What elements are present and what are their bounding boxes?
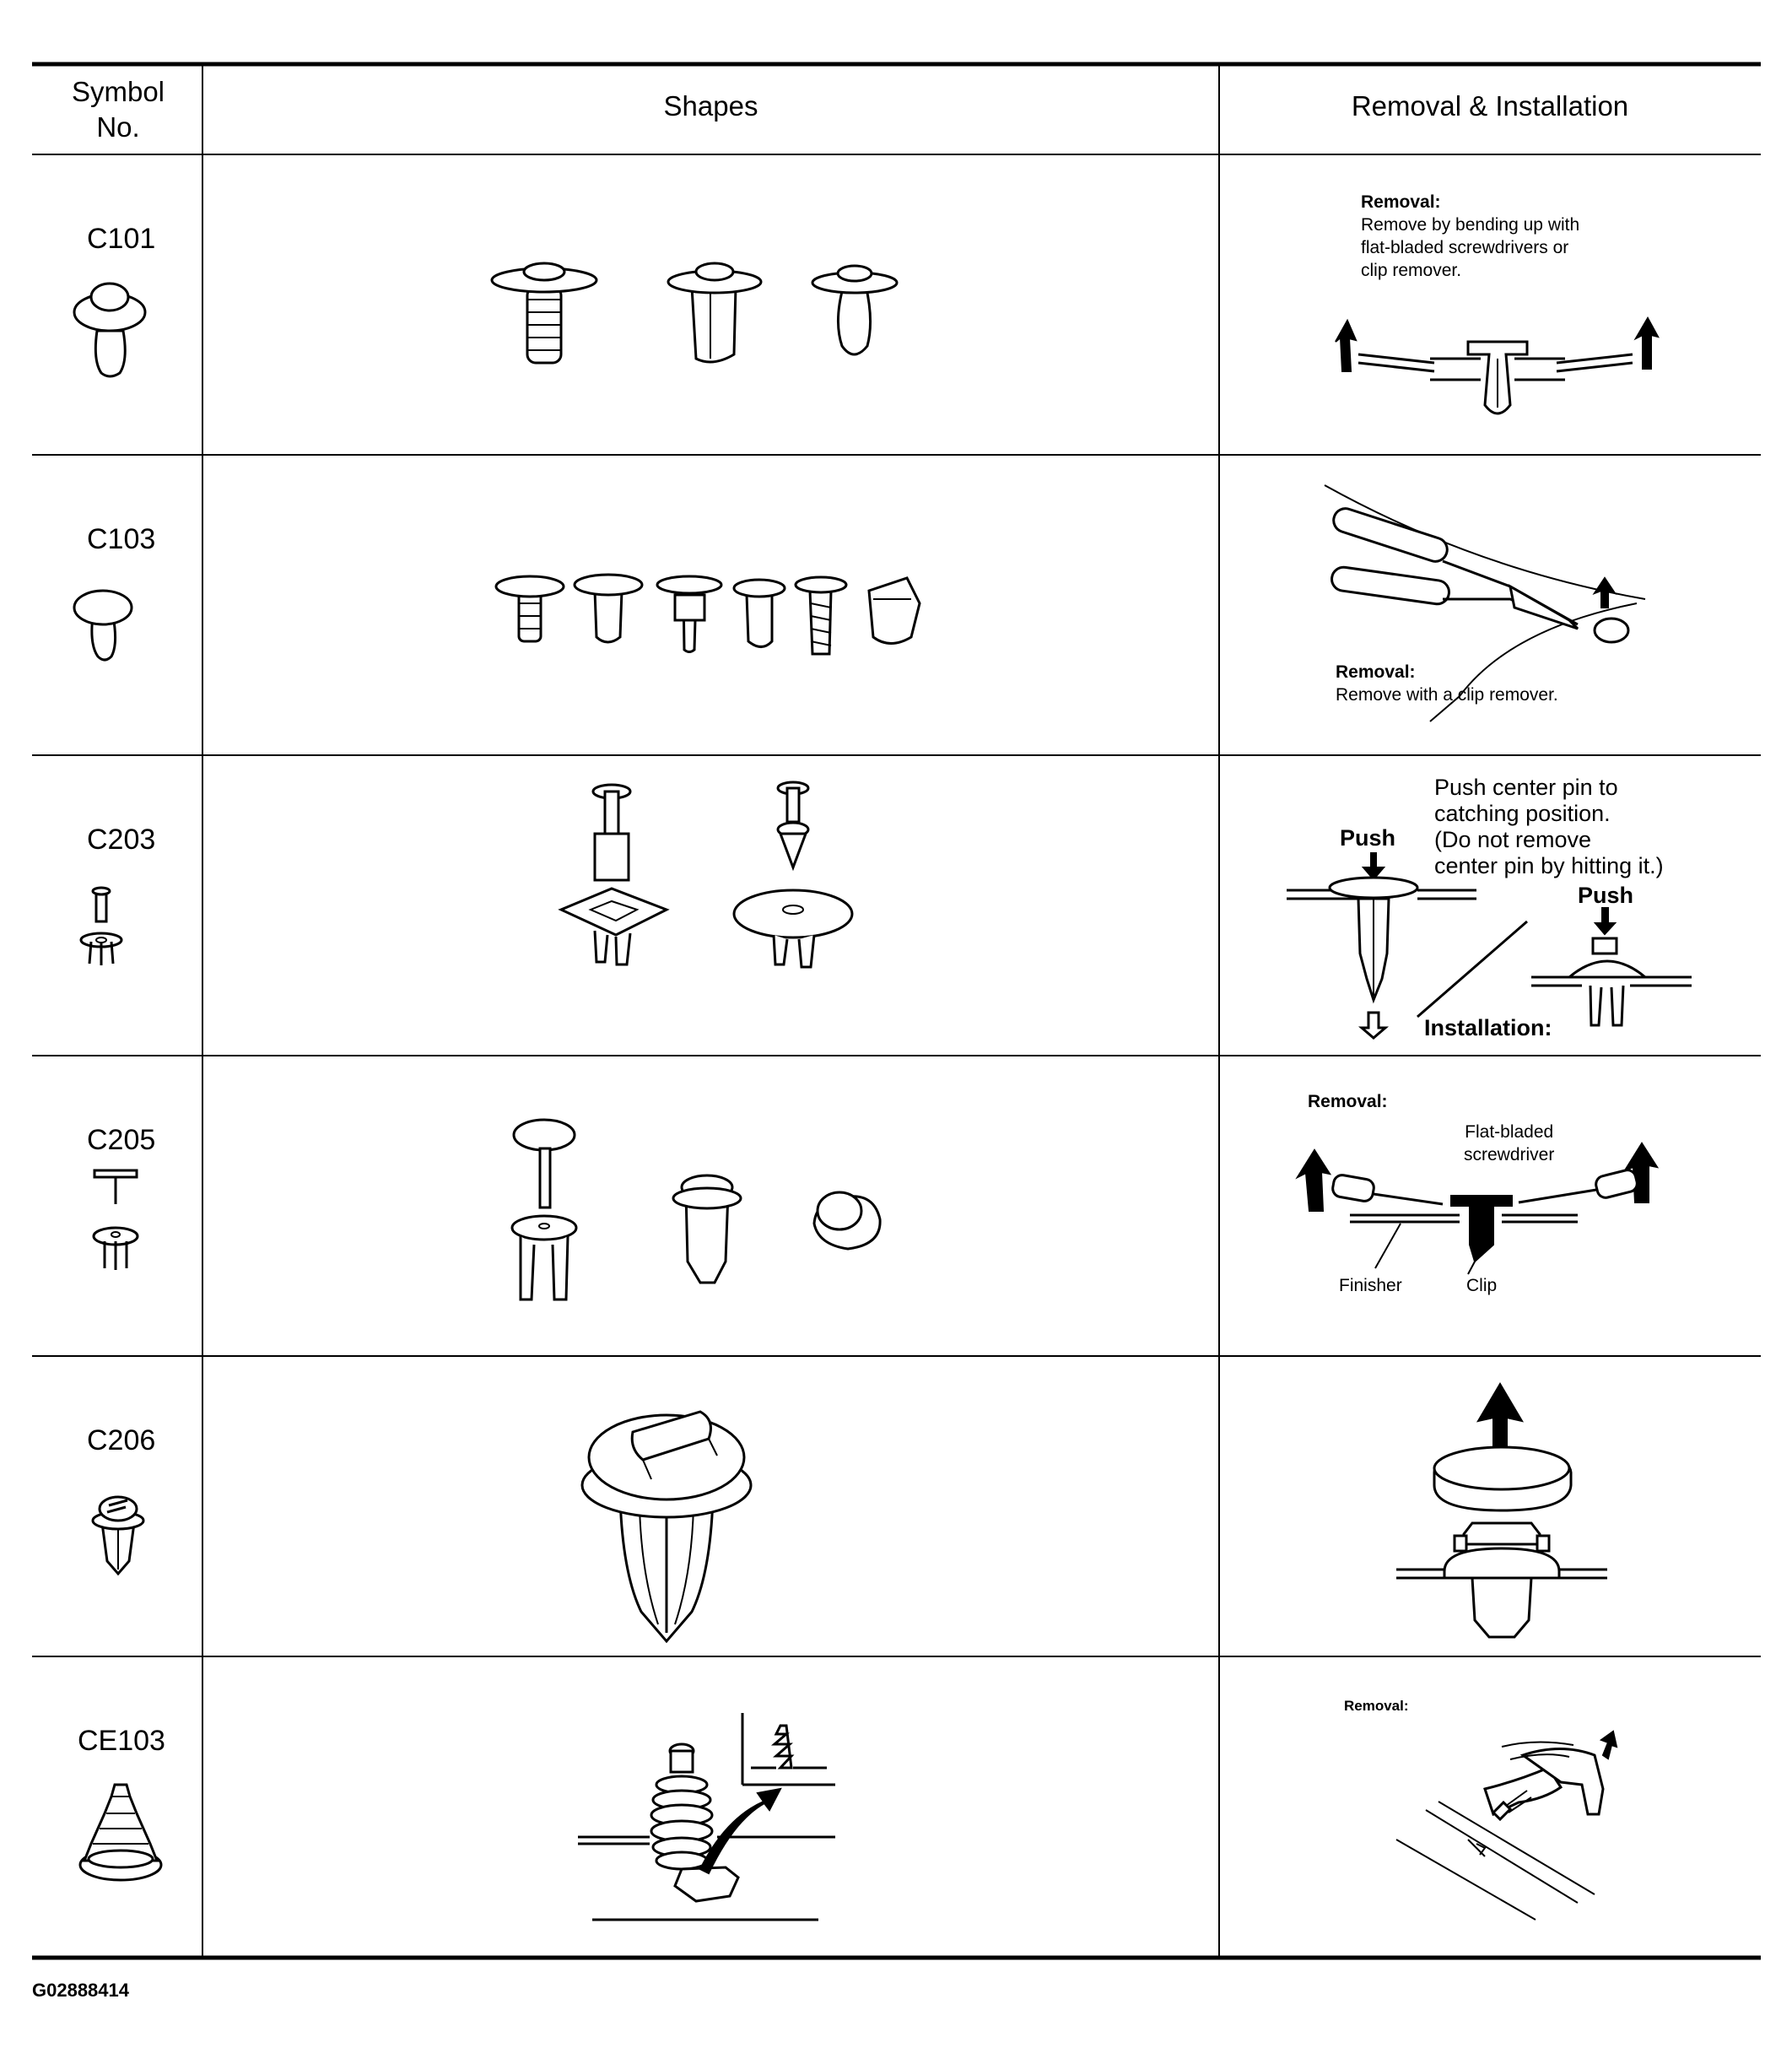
c101-symbol-icon	[67, 272, 152, 381]
ce103-removal-diagram	[1392, 1721, 1645, 1924]
c203-push-label-2: Push	[1578, 883, 1634, 908]
code-c205: C205	[87, 1124, 156, 1156]
ce103-shapes-figure	[574, 1709, 844, 1928]
figure-id: G02888414	[32, 1980, 129, 2001]
c205-removal-diagram	[1291, 1135, 1687, 1287]
code-c103: C103	[87, 523, 156, 555]
code-c203: C203	[87, 824, 156, 856]
code-c101: C101	[87, 223, 156, 255]
code-ce103: CE103	[78, 1725, 165, 1757]
c103-removal-note: Removal: Remove with a clip remover.	[1336, 662, 1558, 705]
c205-tool-label: Flat-bladed screwdriver	[1464, 1122, 1555, 1164]
c203-push-label-1: Push	[1340, 825, 1396, 851]
ce103-removal-title: Removal:	[1344, 1698, 1409, 1714]
c103-symbol-icon	[69, 584, 137, 668]
c205-shapes-figure	[502, 1118, 899, 1304]
c206-symbol-icon	[89, 1485, 148, 1578]
c205-clip-label: Clip	[1466, 1276, 1498, 1295]
c206-removal-diagram	[1384, 1375, 1620, 1645]
header-shapes: Shapes	[663, 90, 758, 122]
c203-installation-label: Installation:	[1424, 1015, 1552, 1040]
c203-symbol-icon	[76, 886, 127, 970]
code-c206: C206	[87, 1424, 156, 1456]
c205-removal-title: Removal:	[1308, 1092, 1388, 1111]
c103-shapes-figure	[494, 570, 932, 662]
c203-install-note: Push center pin to catching position. (Do not remove center pin by hitting it.)	[1434, 775, 1664, 878]
c101-shapes-figure	[489, 253, 928, 371]
c101-removal-diagram	[1329, 308, 1666, 435]
c206-shapes-figure	[574, 1380, 768, 1650]
c205-symbol-icon	[86, 1169, 145, 1278]
header-symbol: Symbol No.	[71, 76, 165, 143]
c101-removal-note: Removal: Remove by bending up with flat-bladed screwdrivers or clip remover.	[1361, 192, 1580, 280]
header-removal-installation: Removal & Installation	[1351, 90, 1629, 122]
c203-shapes-figure	[553, 775, 890, 977]
c205-finisher-label: Finisher	[1339, 1276, 1402, 1295]
ce103-symbol-icon	[74, 1776, 167, 1886]
c203-install-diagram	[1282, 852, 1704, 1051]
